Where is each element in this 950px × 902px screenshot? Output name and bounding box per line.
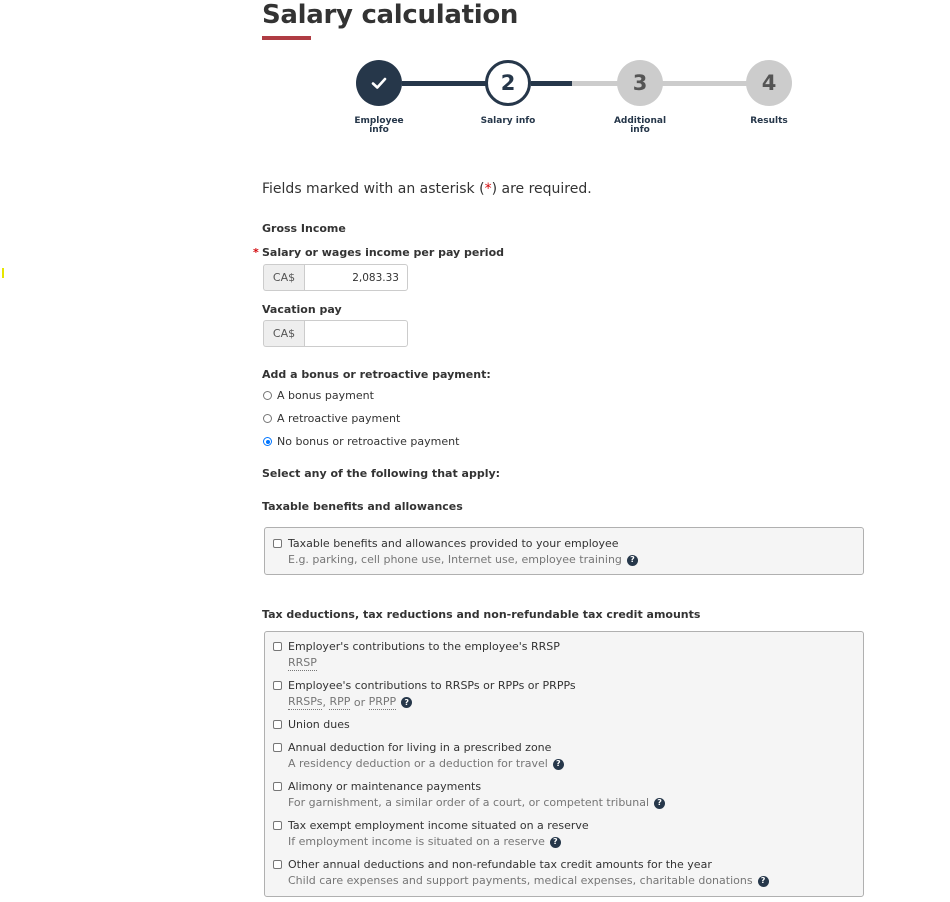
deduction-employer-rrsp[interactable]: Employer's contributions to the employee's RRSP RRSP <box>273 640 560 671</box>
salary-label: Salary or wages income per pay period <box>262 246 505 259</box>
abbreviation: RPP <box>329 695 351 708</box>
help-icon[interactable]: ? <box>550 837 561 848</box>
taxable-benefits-panel <box>264 527 864 575</box>
step-1-employee-info[interactable] <box>356 60 402 106</box>
deductions-heading: Tax deductions, tax reductions and non-refundable tax credit amounts <box>262 608 701 621</box>
radio-retroactive-payment[interactable]: A retroactive payment <box>263 412 400 425</box>
step-3-number: 3 <box>632 71 648 95</box>
step-4-label: Results <box>750 116 788 126</box>
currency-addon: CA$ <box>263 264 304 291</box>
deduction-tax-exempt-reserve[interactable]: Tax exempt employment income situated on a reserve If employment income is situated on a reserve ? <box>273 819 589 849</box>
help-icon[interactable]: ? <box>401 697 412 708</box>
deduction-other-annual[interactable]: Other annual deductions and non-refundable tax credit amounts for the year Child care expenses and support payments, medical expenses, charitable donations ? <box>273 858 769 888</box>
help-icon[interactable]: ? <box>553 759 564 770</box>
radio-button[interactable] <box>263 414 272 423</box>
radio-button-selected[interactable] <box>263 437 272 446</box>
step-4-results[interactable] <box>746 60 792 106</box>
radio-no-bonus[interactable]: No bonus or retroactive payment <box>263 435 459 448</box>
stepper-connector-3 <box>662 81 748 86</box>
abbreviation: RRSP <box>288 656 317 669</box>
stepper-connector-2a <box>531 81 572 86</box>
vacation-input-group <box>263 320 408 347</box>
vacation-pay-label: Vacation pay <box>262 303 342 316</box>
select-apply-label: Select any of the following that apply: <box>262 467 501 480</box>
deduction-alimony[interactable]: Alimony or maintenance payments For garnishment, a similar order of a court, or competent tribunal ? <box>273 780 665 810</box>
step-1-label: Employee info <box>354 116 404 135</box>
title-underline <box>262 36 311 40</box>
deduction-employee-rrsp[interactable]: Employee's contributions to RRSPs or RPPs or PRPPs RRSPs , RPP or PRPP ? <box>273 679 576 710</box>
step-4-number: 4 <box>761 71 777 95</box>
check-icon <box>369 73 389 93</box>
radio-bonus-payment[interactable]: A bonus payment <box>263 389 374 402</box>
step-3-label: Additional info <box>613 116 667 135</box>
stepper-connector-1 <box>402 81 488 86</box>
checkbox[interactable] <box>273 782 282 791</box>
checkbox[interactable] <box>273 821 282 830</box>
deduction-union-dues[interactable]: Union dues <box>273 718 350 732</box>
asterisk: * <box>484 181 492 197</box>
checkbox[interactable] <box>273 642 282 651</box>
abbreviation: PRPP <box>368 695 397 708</box>
step-2-label: Salary info <box>480 116 536 126</box>
deduction-prescribed-zone[interactable]: Annual deduction for living in a prescribed zone A residency deduction or a deduction for travel ? <box>273 741 564 771</box>
checkbox[interactable] <box>273 539 282 548</box>
help-icon[interactable]: ? <box>758 876 769 887</box>
salary-input[interactable] <box>304 264 408 291</box>
taxable-benefits-option[interactable]: Taxable benefits and allowances provided to your employee E.g. parking, cell phone use, Internet use, employee training ? <box>273 537 638 567</box>
radio-button[interactable] <box>263 391 272 400</box>
salary-input-group <box>263 264 408 291</box>
checkbox[interactable] <box>273 681 282 690</box>
vacation-pay-input[interactable] <box>304 320 408 347</box>
taxable-benefits-heading: Taxable benefits and allowances <box>262 500 463 513</box>
help-icon[interactable]: ? <box>654 798 665 809</box>
abbreviation: RRSPs <box>288 695 323 708</box>
help-icon[interactable]: ? <box>627 555 638 566</box>
step-2-salary-info[interactable] <box>485 60 531 106</box>
checkbox[interactable] <box>273 720 282 729</box>
checkbox[interactable] <box>273 743 282 752</box>
highlight-mark <box>2 268 4 278</box>
page-title: Salary calculation <box>262 0 519 30</box>
gross-income-heading: Gross Income <box>262 222 346 235</box>
required-fields-note: Fields marked with an asterisk (*) are required. <box>262 181 592 197</box>
step-2-number: 2 <box>500 71 516 95</box>
currency-addon: CA$ <box>263 320 304 347</box>
bonus-label: Add a bonus or retroactive payment: <box>262 368 491 381</box>
deductions-panel <box>264 631 864 897</box>
checkbox[interactable] <box>273 860 282 869</box>
step-3-additional-info[interactable] <box>617 60 663 106</box>
stepper-connector-2b <box>572 81 619 86</box>
required-asterisk: * <box>253 246 259 259</box>
